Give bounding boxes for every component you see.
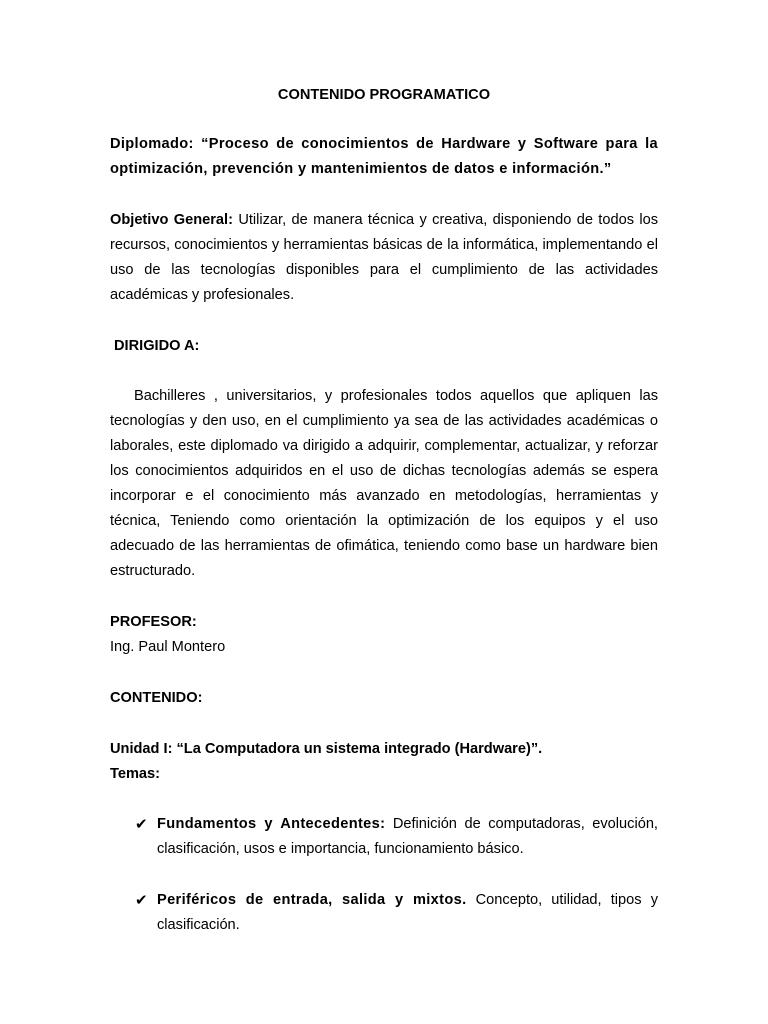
profesor-heading: PROFESOR:	[110, 614, 197, 630]
dirigido-text: Bachilleres , universitarios, y profesionales todos aquellos que apliquen las tecnologías y den uso, en el cumplimiento ya sea de las actividades académicas o laborales, este diplomado va dirigido a adquirir, complementar, actualizar, y reforzar los conocimientos adquiridos en el uso de dichas tecnologías además se espera incorporar e el conocimiento más avanzado en metodologías, herramientas y técnica, Teniendo como orientación la optimización de los equipos y el uso adecuado de las herramientas de ofimática, teniendo como base un hardware bien estructurado.	[110, 388, 658, 579]
objetivo-label: Objetivo General:	[110, 212, 233, 228]
list-item-text	[157, 812, 658, 862]
document-page	[110, 0, 658, 1024]
objetivo-paragraph	[110, 208, 658, 308]
diplomado-text: “Proceso de conocimientos de Hardware y Software para la optimización, prevención y mantenimientos de datos e información.”	[110, 136, 659, 177]
tema-label: Fundamentos y Antecedentes:	[157, 816, 386, 832]
tema-label: Periféricos de entrada, salida y mixtos.	[157, 892, 467, 908]
contenido-heading: CONTENIDO:	[110, 690, 203, 706]
checkmark-icon: ✔	[135, 892, 148, 909]
diplomado-paragraph	[110, 132, 658, 182]
list-item-text	[157, 888, 658, 938]
temas-label: Temas:	[110, 766, 161, 782]
tema-text: Concepto, utilidad, tipos y clasificación.	[157, 892, 658, 933]
list-item	[135, 888, 658, 938]
dirigido-heading: DIRIGIDO A:	[114, 338, 200, 354]
objetivo-text: Utilizar, de manera técnica y creativa, disponiendo de todos los recursos, conocimientos y herramientas básicas de la informática, implementando el uso de las tecnologías disponibles para el cumplimiento de las actividades académicas y profesionales.	[110, 212, 658, 303]
unidad-title: Unidad I: “La Computadora un sistema integrado (Hardware)”.	[110, 741, 543, 757]
document-title: CONTENIDO PROGRAMATICO	[277, 87, 491, 103]
checkmark-icon: ✔	[135, 816, 148, 833]
profesor-name: Ing. Paul Montero	[110, 639, 226, 655]
diplomado-label: Diplomado:	[110, 136, 194, 152]
tema-text: Definición de computadoras, evolución, clasificación, usos e importancia, funcionamiento básico.	[157, 816, 658, 857]
list-item	[135, 812, 658, 862]
